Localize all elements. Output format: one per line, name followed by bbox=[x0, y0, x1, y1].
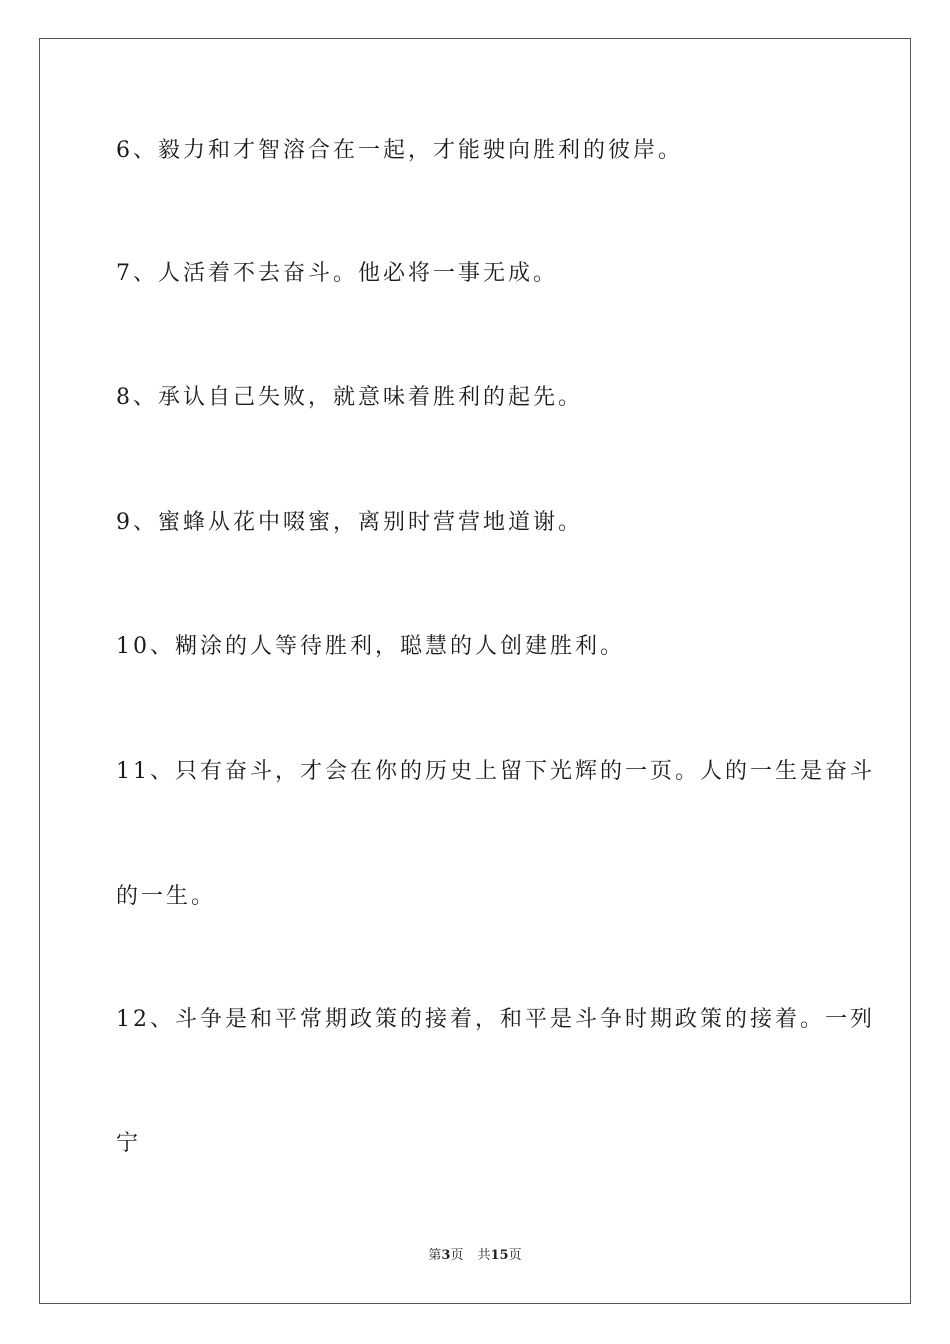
total-pages: 15 bbox=[490, 1248, 509, 1263]
text-line-11: 11、只有奋斗，才会在你的历史上留下光辉的一页。人的一生是奋斗 bbox=[116, 759, 875, 784]
text-line-12-continued: 宁 bbox=[116, 1131, 142, 1156]
total-suffix: 页 bbox=[508, 1248, 522, 1263]
page-footer bbox=[0, 1247, 950, 1265]
text-line-8: 8、承认自己失败，就意味着胜利的起先。 bbox=[116, 385, 583, 410]
text-line-10: 10、糊涂的人等待胜利，聪慧的人创建胜利。 bbox=[116, 634, 625, 659]
page-border bbox=[39, 38, 911, 1304]
total-prefix: 共 bbox=[477, 1248, 491, 1263]
text-line-9: 9、蜜蜂从花中啜蜜，离别时营营地道谢。 bbox=[116, 510, 583, 535]
text-line-12: 12、斗争是和平常期政策的接着，和平是斗争时期政策的接着。一列 bbox=[116, 1007, 875, 1032]
text-line-11-continued: 的一生。 bbox=[116, 884, 217, 909]
text-line-7: 7、人活着不去奋斗。他必将一事无成。 bbox=[116, 261, 558, 286]
page-suffix: 页 bbox=[450, 1248, 464, 1263]
page-prefix: 第 bbox=[428, 1248, 442, 1263]
text-line-6: 6、毅力和才智溶合在一起，才能驶向胜利的彼岸。 bbox=[116, 138, 683, 163]
page-number: 3 bbox=[441, 1248, 451, 1263]
